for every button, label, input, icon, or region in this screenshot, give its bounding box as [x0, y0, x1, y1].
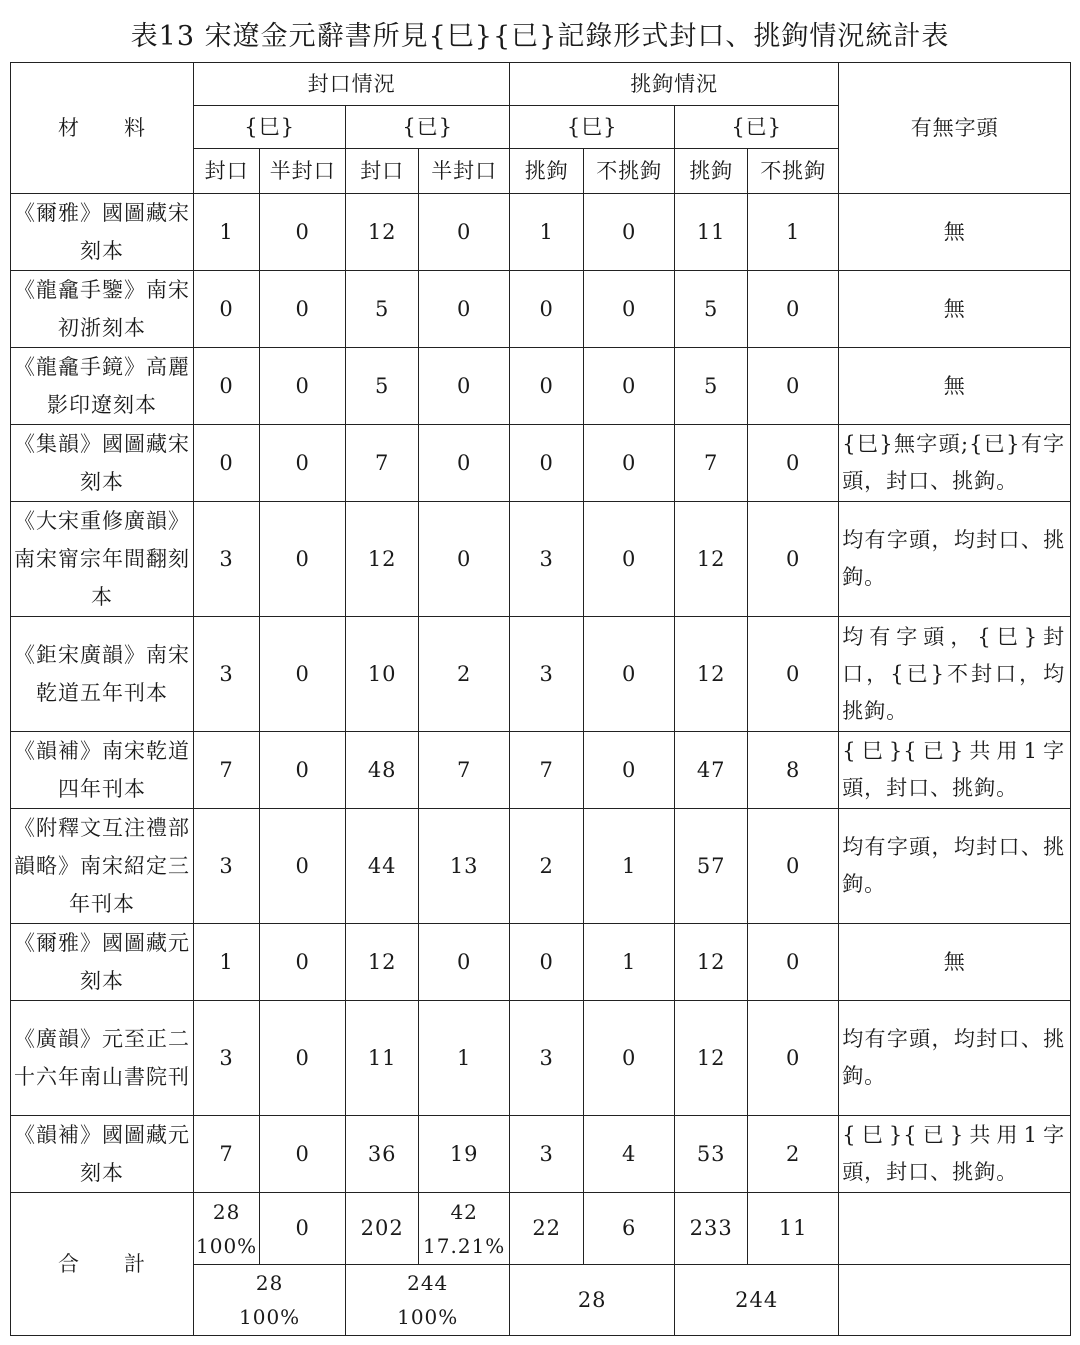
total-si-sum-count: 28	[255, 1271, 284, 1295]
total-si-half: 0	[260, 1193, 346, 1265]
value-cell: 0	[584, 502, 675, 617]
hook-yi-header: {已}	[675, 106, 839, 149]
total-si-nohook: 6	[584, 1193, 675, 1265]
value-cell: 7	[419, 732, 510, 809]
total-label: 合 計	[11, 1193, 194, 1336]
value-cell: 48	[346, 732, 419, 809]
total-yi-sum-count: 244	[407, 1271, 449, 1295]
col-si-seal: 封口	[194, 149, 260, 194]
value-cell: 44	[346, 809, 419, 924]
hook-group-header: 挑鉤情況	[510, 63, 839, 106]
value-cell: 0	[748, 1001, 839, 1116]
value-cell: 12	[346, 924, 419, 1001]
note-cell: 均有字頭，均封口、挑鉤。	[839, 1001, 1071, 1116]
value-cell: 4	[584, 1116, 675, 1193]
value-cell: 47	[675, 732, 748, 809]
value-cell: 0	[419, 502, 510, 617]
value-cell: 10	[346, 617, 419, 732]
value-cell: 7	[510, 732, 584, 809]
value-cell: 11	[346, 1001, 419, 1116]
value-cell: 5	[675, 348, 748, 425]
total-row-1	[11, 1193, 1071, 1265]
value-cell: 0	[260, 924, 346, 1001]
value-cell: 0	[260, 502, 346, 617]
total-yi-sum-pct: 100%	[397, 1305, 459, 1329]
value-cell: 0	[260, 271, 346, 348]
col-si-no-hook: 不挑鉤	[584, 149, 675, 194]
material-cell: 《大宋重修廣韻》南宋甯宗年間翻刻本	[11, 502, 194, 617]
material-cell: 《爾雅》國圖藏元刻本	[11, 924, 194, 1001]
value-cell: 0	[194, 348, 260, 425]
value-cell: 53	[675, 1116, 748, 1193]
seal-yi-header: {已}	[346, 106, 510, 149]
total-si-hook-sum: 28	[510, 1265, 675, 1336]
value-cell: 0	[748, 271, 839, 348]
value-cell: 0	[510, 425, 584, 502]
material-cell: 《鉅宋廣韻》南宋乾道五年刊本	[11, 617, 194, 732]
value-cell: 0	[419, 194, 510, 271]
total-si-seal-count: 28	[212, 1199, 241, 1224]
value-cell: 12	[346, 194, 419, 271]
note-cell: 均有字頭，均封口、挑鉤。	[839, 809, 1071, 924]
value-cell: 5	[346, 271, 419, 348]
table-row	[11, 271, 1071, 348]
value-cell: 3	[194, 617, 260, 732]
value-cell: 0	[510, 271, 584, 348]
table-row	[11, 1001, 1071, 1116]
value-cell: 13	[419, 809, 510, 924]
value-cell: 2	[419, 617, 510, 732]
value-cell: 12	[675, 1001, 748, 1116]
value-cell: 0	[510, 348, 584, 425]
total-yi-half-pct: 17.21%	[423, 1233, 506, 1258]
value-cell: 0	[584, 732, 675, 809]
value-cell: 0	[584, 617, 675, 732]
value-cell: 5	[675, 271, 748, 348]
value-cell: 2	[748, 1116, 839, 1193]
value-cell: 1	[419, 1001, 510, 1116]
value-cell: 12	[675, 502, 748, 617]
material-cell: 《龍龕手鑒》南宋初浙刻本	[11, 271, 194, 348]
value-cell: 0	[260, 1116, 346, 1193]
value-cell: 0	[748, 617, 839, 732]
col-yi-seal: 封口	[346, 149, 419, 194]
value-cell: 0	[748, 348, 839, 425]
value-cell: 0	[419, 924, 510, 1001]
table-row	[11, 348, 1071, 425]
value-cell: 0	[260, 732, 346, 809]
total-si-seal	[194, 1193, 260, 1265]
material-cell: 《韻補》南宋乾道四年刊本	[11, 732, 194, 809]
value-cell: 7	[194, 732, 260, 809]
material-cell: 《韻補》國圖藏元刻本	[11, 1116, 194, 1193]
value-cell: 3	[194, 809, 260, 924]
value-cell: 3	[194, 502, 260, 617]
note-cell: {巳}{已}共用1字頭，封口、挑鉤。	[839, 732, 1071, 809]
value-cell: 5	[346, 348, 419, 425]
seal-si-header: {巳}	[194, 106, 346, 149]
table-row	[11, 194, 1071, 271]
value-cell: 1	[584, 809, 675, 924]
value-cell: 19	[419, 1116, 510, 1193]
table-row	[11, 502, 1071, 617]
table-row	[11, 732, 1071, 809]
value-cell: 0	[260, 617, 346, 732]
value-cell: 0	[260, 194, 346, 271]
value-cell: 0	[419, 271, 510, 348]
value-cell: 3	[510, 617, 584, 732]
total-note-2	[839, 1265, 1071, 1336]
material-cell: 《附釋文互注禮部韻略》南宋紹定三年刊本	[11, 809, 194, 924]
note-cell: 無	[839, 348, 1071, 425]
table-row	[11, 924, 1071, 1001]
value-cell: 0	[584, 194, 675, 271]
note-cell: 均有字頭，{巳}封口，{已}不封口，均挑鉤。	[839, 617, 1071, 732]
value-cell: 1	[748, 194, 839, 271]
total-note-1	[839, 1193, 1071, 1265]
material-cell: 《爾雅》國圖藏宋刻本	[11, 194, 194, 271]
col-yi-hook: 挑鉤	[675, 149, 748, 194]
table-row	[11, 617, 1071, 732]
value-cell: 7	[675, 425, 748, 502]
total-yi-sum	[346, 1265, 510, 1336]
value-cell: 0	[584, 1001, 675, 1116]
value-cell: 1	[194, 924, 260, 1001]
note-cell: {巳}無字頭;{已}有字頭，封口、挑鉤。	[839, 425, 1071, 502]
total-si-sum	[194, 1265, 346, 1336]
value-cell: 1	[510, 194, 584, 271]
hook-si-header: {巳}	[510, 106, 675, 149]
total-yi-seal: 202	[346, 1193, 419, 1265]
value-cell: 0	[194, 271, 260, 348]
value-cell: 0	[584, 425, 675, 502]
total-yi-half-count: 42	[450, 1199, 478, 1224]
material-cell: 《集韻》國圖藏宋刻本	[11, 425, 194, 502]
value-cell: 0	[419, 348, 510, 425]
value-cell: 1	[584, 924, 675, 1001]
note-cell: {巳}{已}共用1字頭，封口、挑鉤。	[839, 1116, 1071, 1193]
col-yi-half-seal: 半封口	[419, 149, 510, 194]
value-cell: 0	[260, 1001, 346, 1116]
table-title: 表13 宋遼金元辭書所見{巳}{已}記錄形式封口、挑鉤情況統計表	[130, 21, 950, 52]
col-si-hook: 挑鉤	[510, 149, 584, 194]
value-cell: 8	[748, 732, 839, 809]
value-cell: 0	[194, 425, 260, 502]
value-cell: 3	[510, 1001, 584, 1116]
note-cell: 均有字頭，均封口、挑鉤。	[839, 502, 1071, 617]
total-yi-half	[419, 1193, 510, 1265]
note-cell: 無	[839, 194, 1071, 271]
sealing-group-header: 封口情況	[194, 63, 510, 106]
col-si-half-seal: 半封口	[260, 149, 346, 194]
value-cell: 3	[510, 1116, 584, 1193]
table-row	[11, 425, 1071, 502]
note-cell: 無	[839, 271, 1071, 348]
value-cell: 0	[748, 809, 839, 924]
material-cell: 《廣韻》元至正二十六年南山書院刊	[11, 1001, 194, 1116]
material-header: 材 料	[11, 63, 194, 194]
col-yi-no-hook: 不挑鉤	[748, 149, 839, 194]
statistics-table	[10, 62, 1071, 1336]
value-cell: 11	[675, 194, 748, 271]
material-cell: 《龍龕手鏡》高麗影印遼刻本	[11, 348, 194, 425]
table-row	[11, 809, 1071, 924]
value-cell: 0	[584, 348, 675, 425]
note-cell: 無	[839, 924, 1071, 1001]
value-cell: 0	[260, 425, 346, 502]
value-cell: 2	[510, 809, 584, 924]
total-yi-hook: 233	[675, 1193, 748, 1265]
value-cell: 3	[510, 502, 584, 617]
value-cell: 0	[260, 348, 346, 425]
total-yi-hook-sum: 244	[675, 1265, 839, 1336]
table-row	[11, 1116, 1071, 1193]
value-cell: 3	[194, 1001, 260, 1116]
value-cell: 1	[194, 194, 260, 271]
header-row-1	[11, 63, 1071, 106]
value-cell: 12	[675, 924, 748, 1001]
total-yi-nohook: 11	[748, 1193, 839, 1265]
total-si-seal-pct: 100%	[196, 1233, 258, 1258]
value-cell: 0	[748, 924, 839, 1001]
value-cell: 12	[346, 502, 419, 617]
total-si-sum-pct: 100%	[239, 1305, 301, 1329]
value-cell: 7	[346, 425, 419, 502]
value-cell: 0	[510, 924, 584, 1001]
total-si-hook: 22	[510, 1193, 584, 1265]
value-cell: 7	[194, 1116, 260, 1193]
value-cell: 12	[675, 617, 748, 732]
value-cell: 36	[346, 1116, 419, 1193]
value-cell: 0	[584, 271, 675, 348]
value-cell: 0	[419, 425, 510, 502]
value-cell: 0	[748, 502, 839, 617]
value-cell: 0	[748, 425, 839, 502]
has-radical-header: 有無字頭	[839, 63, 1071, 194]
value-cell: 0	[260, 809, 346, 924]
value-cell: 57	[675, 809, 748, 924]
